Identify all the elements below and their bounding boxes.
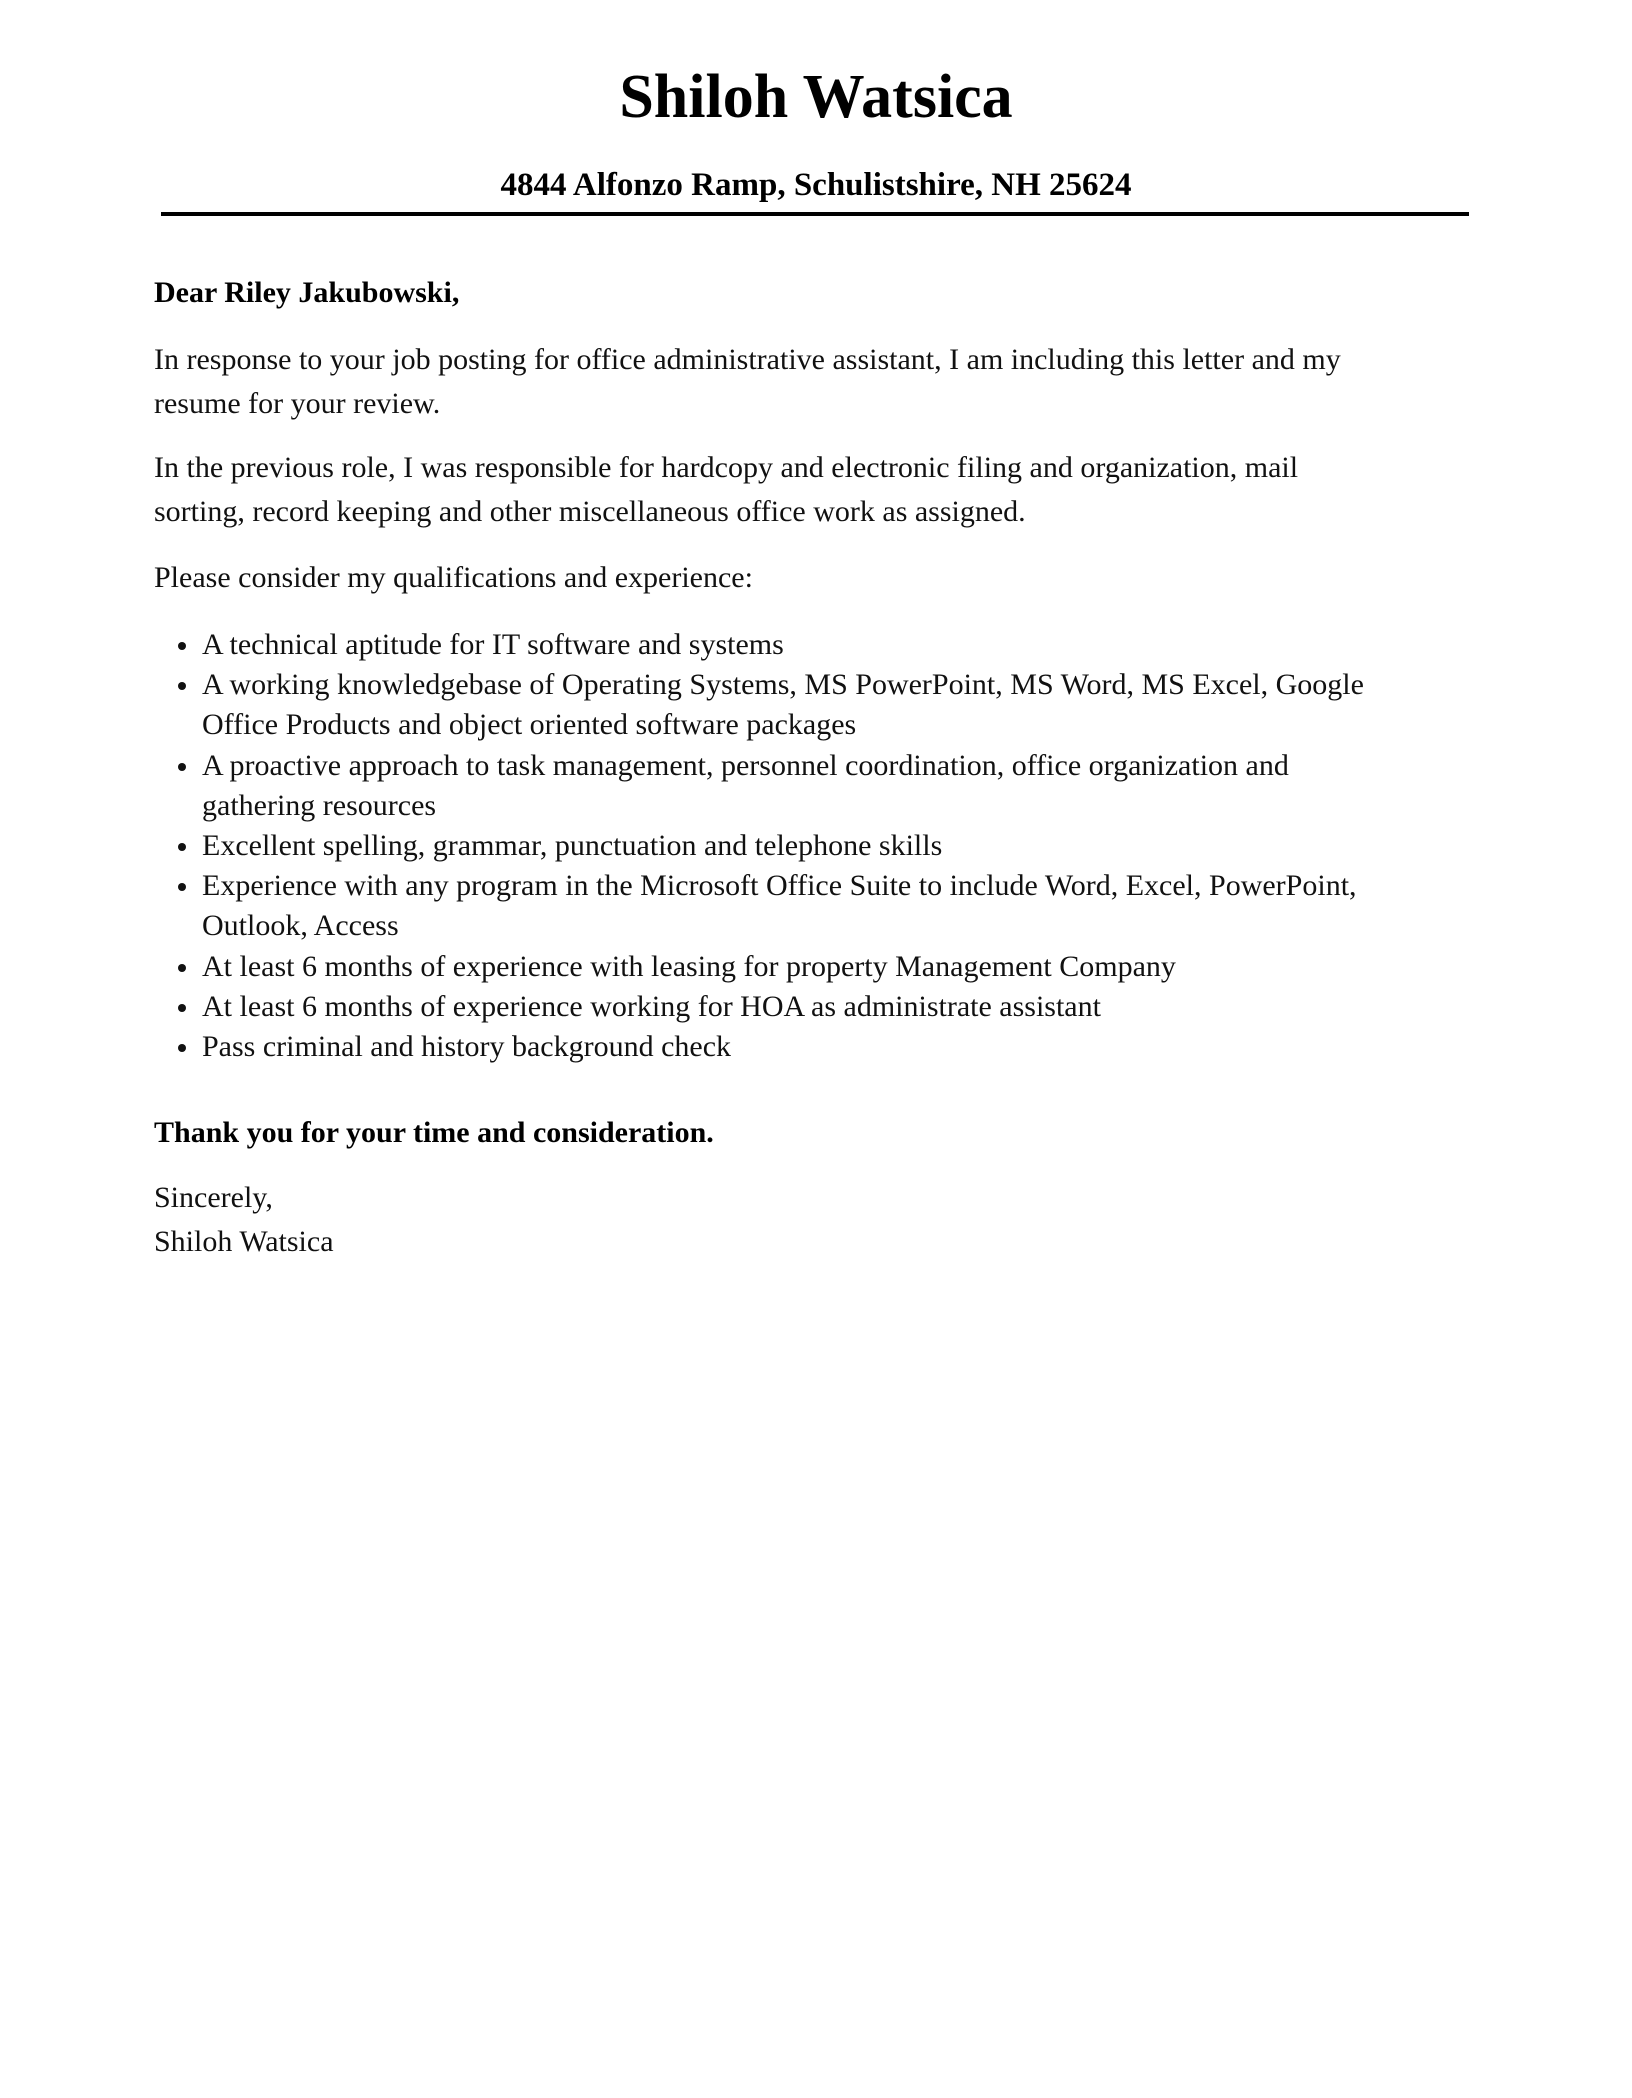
list-item-text: Experience with any program in the Microsoft Office Suite to include Word, Excel, PowerPoint, bbox=[202, 869, 1357, 903]
paragraph-line: In the previous role, I was responsible for hardcopy and electronic filing and organization, mail bbox=[154, 451, 1299, 484]
list-item-text: At least 6 months of experience with leasing for property Management Company bbox=[202, 949, 1176, 983]
list-item bbox=[154, 947, 1364, 987]
list-item bbox=[154, 987, 1364, 1027]
list-item-text: Pass criminal and history background check bbox=[202, 1029, 732, 1063]
list-item-text: At least 6 months of experience working for HOA as administrate assistant bbox=[202, 989, 1101, 1023]
paragraph-previous-role bbox=[154, 446, 1298, 533]
paragraph-line: Please consider my qualifications and experience: bbox=[154, 561, 753, 594]
list-item-text: Outlook, Access bbox=[202, 909, 399, 943]
thank-you-note bbox=[154, 1111, 714, 1155]
list-item bbox=[154, 625, 1364, 665]
salutation bbox=[154, 271, 459, 315]
paragraph-line: In response to your job posting for office administrative assistant, I am including this letter and my bbox=[154, 343, 1341, 376]
bullet-icon bbox=[178, 682, 186, 690]
list-item bbox=[154, 665, 1364, 745]
bullet-icon bbox=[178, 1004, 186, 1012]
list-item-text: A technical aptitude for IT software and systems bbox=[202, 628, 784, 661]
bullet-icon bbox=[178, 843, 186, 851]
closing-text: Sincerely, bbox=[154, 1181, 273, 1214]
list-item-text: gathering resources bbox=[202, 788, 437, 822]
bullet-icon bbox=[178, 763, 186, 771]
list-item-text: Excellent spelling, grammar, punctuation and telephone skills bbox=[202, 828, 943, 862]
list-item bbox=[154, 746, 1364, 826]
paragraph-line: resume for your review. bbox=[154, 386, 441, 420]
list-item bbox=[154, 1027, 1364, 1067]
bullet-icon bbox=[178, 642, 186, 650]
bullet-icon bbox=[178, 1044, 186, 1052]
list-item bbox=[154, 866, 1364, 946]
list-item-text: A working knowledgebase of Operating Systems, MS PowerPoint, MS Word, MS Excel, Google bbox=[202, 668, 1364, 702]
list-item-text: Office Products and object oriented software packages bbox=[202, 708, 857, 742]
bullet-icon bbox=[178, 883, 186, 891]
paragraph-line: sorting, record keeping and other miscellaneous office work as assigned. bbox=[154, 494, 1026, 528]
list-item-text: A proactive approach to task management, personnel coordination, office organization and bbox=[202, 748, 1289, 782]
list-item bbox=[154, 826, 1364, 866]
header-divider bbox=[161, 212, 1469, 216]
applicant-address: 4844 Alfonzo Ramp, Schulistshire, NH 25624 bbox=[500, 167, 1132, 203]
bullet-icon bbox=[178, 964, 186, 972]
paragraph-qualifications-intro bbox=[154, 556, 753, 600]
signature-name: Shiloh Watsica bbox=[154, 1225, 334, 1258]
qualifications-list bbox=[154, 625, 1364, 1067]
sign-off bbox=[154, 1176, 334, 1264]
thank-you-text: Thank you for your time and consideration. bbox=[154, 1116, 714, 1149]
applicant-name: Shiloh Watsica bbox=[619, 63, 1013, 131]
salutation-text: Dear Riley Jakubowski, bbox=[154, 276, 460, 309]
paragraph-intro bbox=[154, 338, 1341, 425]
